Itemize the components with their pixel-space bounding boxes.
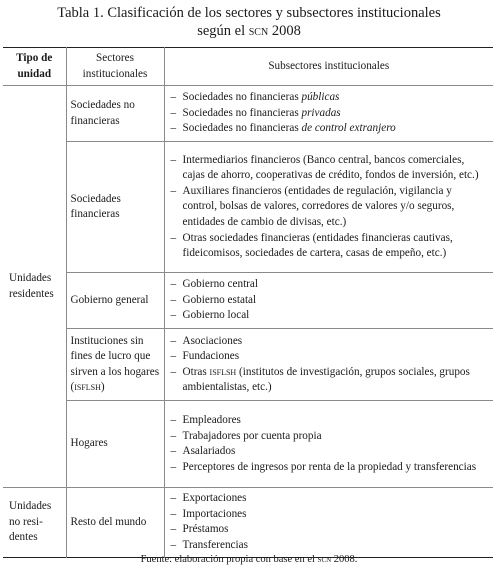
sector-sociedades-financieras: Sociedades financieras — [66, 142, 164, 273]
dash: – — [170, 231, 177, 244]
list-item — [171, 444, 488, 460]
item-abbrev: isflsh — [209, 365, 237, 378]
item-text: Trabajadores por cuenta propia — [182, 429, 322, 442]
dash: – — [170, 122, 177, 135]
list-item — [171, 293, 488, 309]
dash: – — [170, 538, 177, 551]
classification-table — [3, 47, 493, 558]
header-tipo-unidad: Tipo de unidad — [3, 48, 66, 86]
list-item — [171, 90, 488, 106]
dash: – — [170, 91, 177, 104]
sector-gobierno-general: Gobierno general — [66, 273, 164, 329]
item-text: Sociedades no financieras — [182, 91, 302, 104]
list-item — [171, 538, 488, 554]
table-title — [0, 4, 498, 40]
list-item — [171, 153, 488, 184]
sector-hogares: Hogares — [66, 401, 164, 488]
sector-abbrev: isflsh — [74, 381, 101, 394]
dash: – — [170, 278, 177, 291]
source-note — [0, 553, 498, 567]
title-text: según el — [197, 23, 249, 39]
item-text: Préstamos — [182, 523, 229, 536]
list-item — [171, 334, 488, 350]
dash: – — [170, 429, 177, 442]
subsectors-hogares — [164, 401, 493, 488]
table-row — [3, 142, 493, 273]
subsectors-resto-del-mundo — [164, 488, 493, 557]
table-title-line2 — [0, 22, 498, 40]
source-text-end: 2008. — [331, 554, 358, 565]
dash: – — [170, 184, 177, 197]
list-item — [171, 507, 488, 523]
table-row — [3, 273, 493, 329]
list-item — [171, 231, 488, 262]
item-text: Gobierno estatal — [182, 293, 257, 306]
sector-sociedades-no-financieras: Sociedades no financieras — [66, 86, 164, 142]
subsectors-gobierno-general — [164, 273, 493, 329]
list-item — [171, 365, 488, 396]
dash: – — [170, 507, 177, 520]
item-text: Sociedades no financieras — [182, 106, 302, 119]
dash: – — [170, 334, 177, 347]
subsectors-sociedades-financieras — [164, 142, 493, 273]
table-title-line1: Tabla 1. Clasificación de los sectores y subsectores institucionales — [57, 5, 441, 21]
dash: – — [170, 153, 177, 166]
source-abbrev: scn — [317, 554, 332, 565]
list-item — [171, 184, 488, 231]
item-text: Asociaciones — [182, 334, 243, 347]
table-row — [3, 401, 493, 488]
sector-isflsh — [66, 329, 164, 401]
item-emphasis: de control extranjero — [301, 122, 396, 135]
dash: – — [170, 460, 177, 473]
item-text: Exportaciones — [182, 492, 247, 505]
table-row — [3, 86, 493, 142]
item-text: Importaciones — [182, 507, 247, 520]
item-text-end: (institutos de investigación, grupos sociales, grupos ambientalistas, etc.) — [182, 365, 470, 394]
item-text: Fundaciones — [182, 350, 240, 363]
title-abbrev: scn — [248, 23, 269, 39]
item-text: Gobierno local — [182, 309, 250, 322]
unit-no-residentes: Unidades no resi-dentes — [3, 488, 66, 557]
item-text: Auxiliares financieros (entidades de regulación, vigilancia y control, bolsas de valores, corredores de valores y/o seguros, entidades de cambio de divisas, etc.) — [182, 184, 455, 228]
item-emphasis: privadas — [301, 106, 341, 119]
item-text: Perceptores de ingresos por renta de la propiedad y transferencias — [182, 460, 477, 473]
unit-residentes: Unidades residentes — [3, 86, 66, 488]
dash: – — [170, 492, 177, 505]
dash: – — [170, 293, 177, 306]
header-sectores: Sectores institucionales — [66, 48, 164, 86]
dash: – — [170, 445, 177, 458]
header-row — [3, 48, 493, 86]
subsectors-isflsh — [164, 329, 493, 401]
item-emphasis: públicas — [301, 91, 340, 104]
item-text: Otras — [182, 365, 210, 378]
source-text: Fuente: elaboración propia con base en el — [140, 554, 318, 565]
table-row — [3, 488, 493, 557]
list-item — [171, 121, 488, 137]
subsectors-sociedades-no-financieras — [164, 86, 493, 142]
list-item — [171, 106, 488, 122]
list-item — [171, 522, 488, 538]
dash: – — [170, 365, 177, 378]
dash: – — [170, 106, 177, 119]
list-item — [171, 277, 488, 293]
list-item — [171, 491, 488, 507]
header-subsectores: Subsectores institucionales — [164, 48, 493, 86]
item-text: Transferencias — [182, 538, 248, 551]
list-item — [171, 308, 488, 324]
item-text: Sociedades no financieras — [182, 122, 302, 135]
item-text: Gobierno central — [182, 278, 258, 291]
table-row — [3, 329, 493, 401]
item-text: Intermediarios financieros (Banco central, bancos comerciales, cajas de ahorro, cooperativas de crédito, fondos de inversión, etc.) — [182, 153, 479, 182]
dash: – — [170, 309, 177, 322]
list-item — [171, 349, 488, 365]
item-text: Empleadores — [182, 414, 241, 426]
dash: – — [170, 350, 177, 363]
list-item — [171, 460, 488, 476]
sector-text: Instituciones sin fines de lucro que sirven a los hogares ( — [70, 334, 160, 394]
title-year: 2008 — [268, 23, 301, 39]
sector-resto-del-mundo: Resto del mundo — [66, 488, 164, 557]
sector-text-end: ) — [100, 381, 105, 394]
list-item — [171, 429, 488, 445]
list-item — [171, 413, 488, 429]
item-text: Asalariados — [182, 445, 236, 458]
dash: – — [170, 523, 177, 536]
item-text: Otras sociedades financieras (entidades financieras cautivas, fideicomisos, sociedades de cartera, casas de empeño, etc.) — [182, 231, 453, 260]
dash: – — [170, 414, 177, 426]
